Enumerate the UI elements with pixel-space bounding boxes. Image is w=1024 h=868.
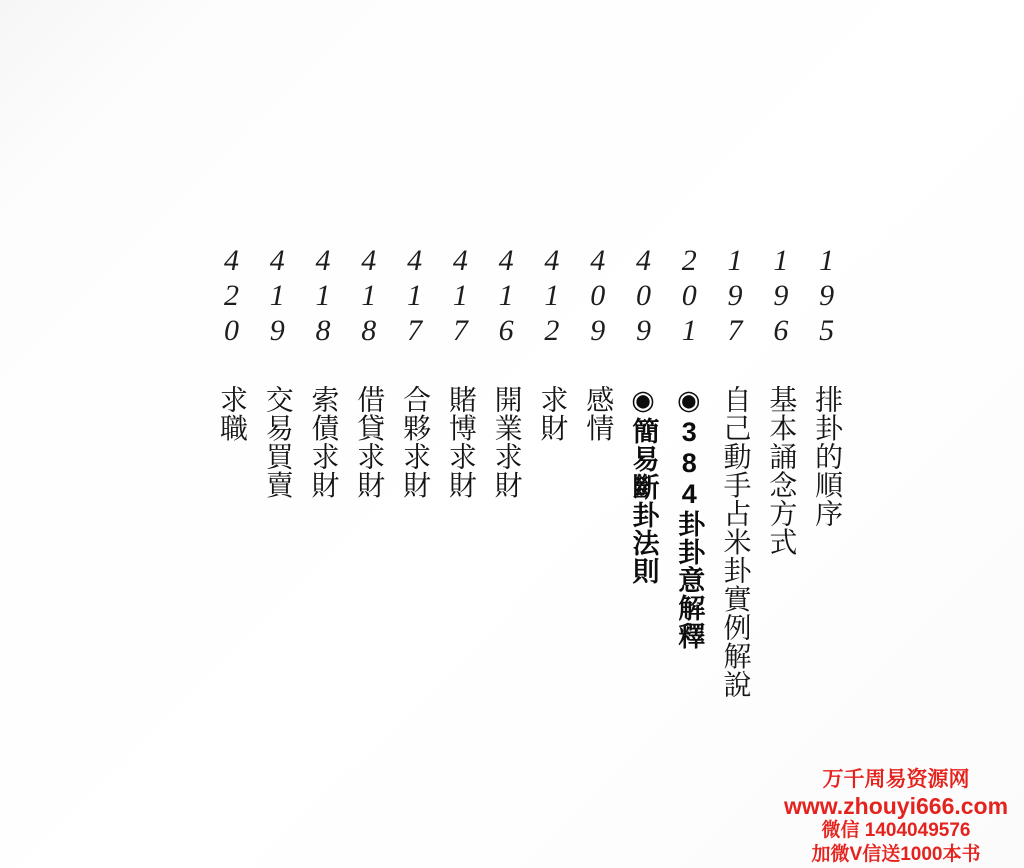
entry-title: 自己動手占米卦實例解說 bbox=[719, 385, 751, 699]
page-number: 420 bbox=[214, 244, 248, 349]
watermark-promo: 加微V信送1000本书 bbox=[811, 844, 981, 865]
page-number: 197 bbox=[718, 244, 752, 349]
toc-entry bbox=[208, 244, 254, 710]
page-number: 419 bbox=[260, 244, 294, 349]
page-number: 409 bbox=[581, 244, 615, 349]
toc-entry bbox=[803, 244, 849, 710]
entry-title: 開業求財 bbox=[490, 385, 522, 499]
page-number: 196 bbox=[764, 244, 798, 349]
watermark-url: www.zhouyi666.com bbox=[783, 793, 1009, 819]
toc-entry bbox=[666, 244, 712, 710]
page-number: 409 bbox=[626, 244, 660, 349]
toc-entry bbox=[345, 244, 391, 710]
toc-entry bbox=[574, 244, 620, 710]
entry-title: 賭博求財 bbox=[444, 385, 476, 499]
entry-title: 借貸求財 bbox=[353, 385, 385, 499]
entry-title: 索債求財 bbox=[307, 385, 339, 499]
entry-title: 排卦的順序 bbox=[811, 385, 843, 528]
watermark-wechat-id: 微信 1404049576 bbox=[821, 820, 971, 841]
page-number: 412 bbox=[535, 244, 569, 349]
toc-entry bbox=[712, 244, 758, 710]
entry-title: 求財 bbox=[536, 385, 568, 442]
page-number: 417 bbox=[443, 244, 477, 349]
entry-title: 合夥求財 bbox=[399, 385, 431, 499]
entry-title: ◉384卦卦意解釋 bbox=[674, 385, 705, 650]
toc-entry bbox=[391, 244, 437, 710]
entry-title: 求職 bbox=[215, 385, 247, 442]
page-number: 417 bbox=[398, 244, 432, 349]
page-number: 416 bbox=[489, 244, 523, 349]
toc-entry bbox=[300, 244, 346, 710]
entry-title: 交易買賣 bbox=[261, 385, 293, 499]
page-number: 195 bbox=[810, 244, 844, 349]
entry-title: 感情 bbox=[582, 385, 614, 442]
page-number: 418 bbox=[352, 244, 386, 349]
table-of-contents bbox=[208, 244, 849, 710]
toc-entry bbox=[483, 244, 529, 710]
toc-entry bbox=[437, 244, 483, 710]
page-number: 201 bbox=[672, 244, 706, 349]
toc-entry bbox=[620, 244, 666, 710]
watermark bbox=[776, 766, 1016, 866]
page-number: 418 bbox=[306, 244, 340, 349]
toc-entry bbox=[254, 244, 300, 710]
entry-title: ◉簡易斷卦法則 bbox=[628, 385, 659, 585]
watermark-site-name: 万千周易资源网 bbox=[822, 768, 970, 791]
entry-title: 基本誦念方式 bbox=[765, 385, 797, 556]
toc-entry bbox=[529, 244, 575, 710]
toc-entry bbox=[757, 244, 803, 710]
